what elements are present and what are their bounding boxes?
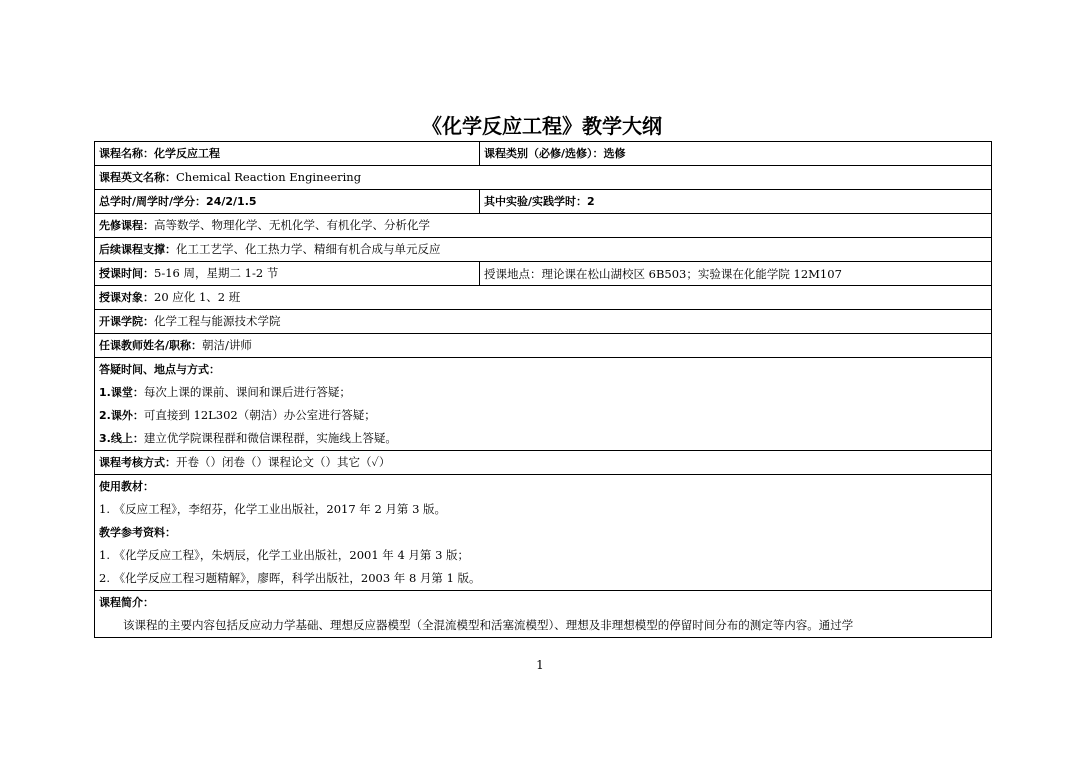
lab-hours-value: 2	[587, 195, 595, 208]
time-value: 5-16 周，星期二 1-2 节	[154, 266, 279, 280]
course-name-value: 化学反应工程	[154, 147, 220, 160]
english-name-cell	[95, 166, 992, 190]
document-title: 《化学反应工程》教学大纲	[422, 114, 662, 138]
intro-cell	[95, 591, 992, 638]
table-row	[95, 190, 992, 214]
college-value: 化学工程与能源技术学院	[154, 314, 281, 328]
table-row	[95, 451, 992, 475]
time-label: 授课时间：	[99, 267, 154, 280]
prerequisites-value: 高等数学、物理化学、无机化学、有机化学、分析化学	[154, 218, 430, 232]
assessment-label: 课程考核方式：	[99, 456, 176, 469]
table-row	[95, 214, 992, 238]
course-type-cell	[480, 142, 992, 166]
assessment-cell	[95, 451, 992, 475]
references-heading: 教学参考资料：	[99, 526, 176, 539]
textbook-item: 1. 《反应工程》，李绍芬，化学工业出版社，2017 年 2 月第 3 版。	[99, 502, 447, 516]
hours-value: 24/2/1.5	[206, 195, 257, 208]
qa-item-label: 3.线上：	[99, 432, 144, 445]
qa-item-label: 2.课外：	[99, 409, 144, 422]
teacher-label: 任课教师姓名/职称：	[99, 339, 203, 352]
hours-cell	[95, 190, 480, 214]
table-row	[95, 262, 992, 286]
teacher-value: 朝洁/讲师	[202, 338, 252, 352]
prerequisites-label: 先修课程：	[99, 219, 154, 232]
time-cell	[95, 262, 480, 286]
qa-item	[99, 381, 987, 404]
table-row	[95, 358, 992, 451]
syllabus-table	[94, 141, 992, 638]
qa-item-value: 每次上课的课前、课间和课后进行答疑；	[143, 385, 351, 399]
course-name-cell	[95, 142, 480, 166]
lab-hours-label: 其中实验/实践学时：	[484, 195, 588, 208]
qa-heading: 答疑时间、地点与方式：	[99, 363, 220, 376]
table-row	[95, 591, 992, 638]
intro-text: 该课程的主要内容包括反应动力学基础、理想反应器模型（全混流模型和活塞流模型）、理想及非理想模型的停留时间分布的测定等内容。通过学	[123, 618, 854, 632]
course-name-label: 课程名称：	[99, 147, 154, 160]
course-type-label: 课程类别（必修/选修）：	[484, 147, 604, 160]
qa-item-value: 可直接到 12L302（朝洁）办公室进行答疑；	[143, 408, 376, 422]
college-cell	[95, 310, 992, 334]
intro-heading: 课程简介：	[99, 596, 154, 609]
qa-item-label: 1.课堂：	[99, 386, 144, 399]
table-row	[95, 475, 992, 591]
lab-hours-cell	[480, 190, 992, 214]
table-row	[95, 286, 992, 310]
teacher-cell	[95, 334, 992, 358]
textbook-heading: 使用教材：	[99, 480, 154, 493]
table-row	[95, 166, 992, 190]
qa-item	[99, 404, 987, 427]
audience-cell	[95, 286, 992, 310]
table-row	[95, 142, 992, 166]
followup-value: 化工工艺学、化工热力学、精细有机合成与单元反应	[176, 242, 441, 256]
table-row	[95, 310, 992, 334]
table-row	[95, 334, 992, 358]
prerequisites-cell	[95, 214, 992, 238]
audience-value: 20 应化 1、2 班	[154, 290, 241, 304]
reference-item: 1. 《化学反应工程》，朱炳辰，化学工业出版社，2001 年 4 月第 3 版；	[99, 548, 470, 562]
location-label: 授课地点：	[484, 266, 542, 281]
location-value: 理论课在松山湖校区 6B503；实验课在化能学院 12M107	[541, 266, 842, 281]
qa-cell	[95, 358, 992, 451]
followup-cell	[95, 238, 992, 262]
course-type-value: 选修	[603, 147, 626, 160]
college-label: 开课学院：	[99, 315, 154, 328]
qa-item-value: 建立优学院课程群和微信课程群，实施线上答疑。	[143, 431, 397, 445]
english-name-label: 课程英文名称：	[99, 171, 176, 184]
page-number: 1	[536, 658, 544, 672]
qa-item	[99, 427, 987, 450]
reference-item: 2. 《化学反应工程习题精解》，廖晖，科学出版社，2003 年 8 月第 1 版。	[99, 571, 481, 585]
english-name-value: Chemical Reaction Engineering	[176, 170, 362, 184]
followup-label: 后续课程支撑：	[99, 243, 176, 256]
materials-cell	[95, 475, 992, 591]
assessment-value: 开卷（）闭卷（）课程论文（）其它（✓）	[176, 455, 391, 469]
location-cell	[480, 262, 992, 286]
audience-label: 授课对象：	[99, 291, 154, 304]
hours-label: 总学时/周学时/学分：	[99, 195, 207, 208]
table-row	[95, 238, 992, 262]
